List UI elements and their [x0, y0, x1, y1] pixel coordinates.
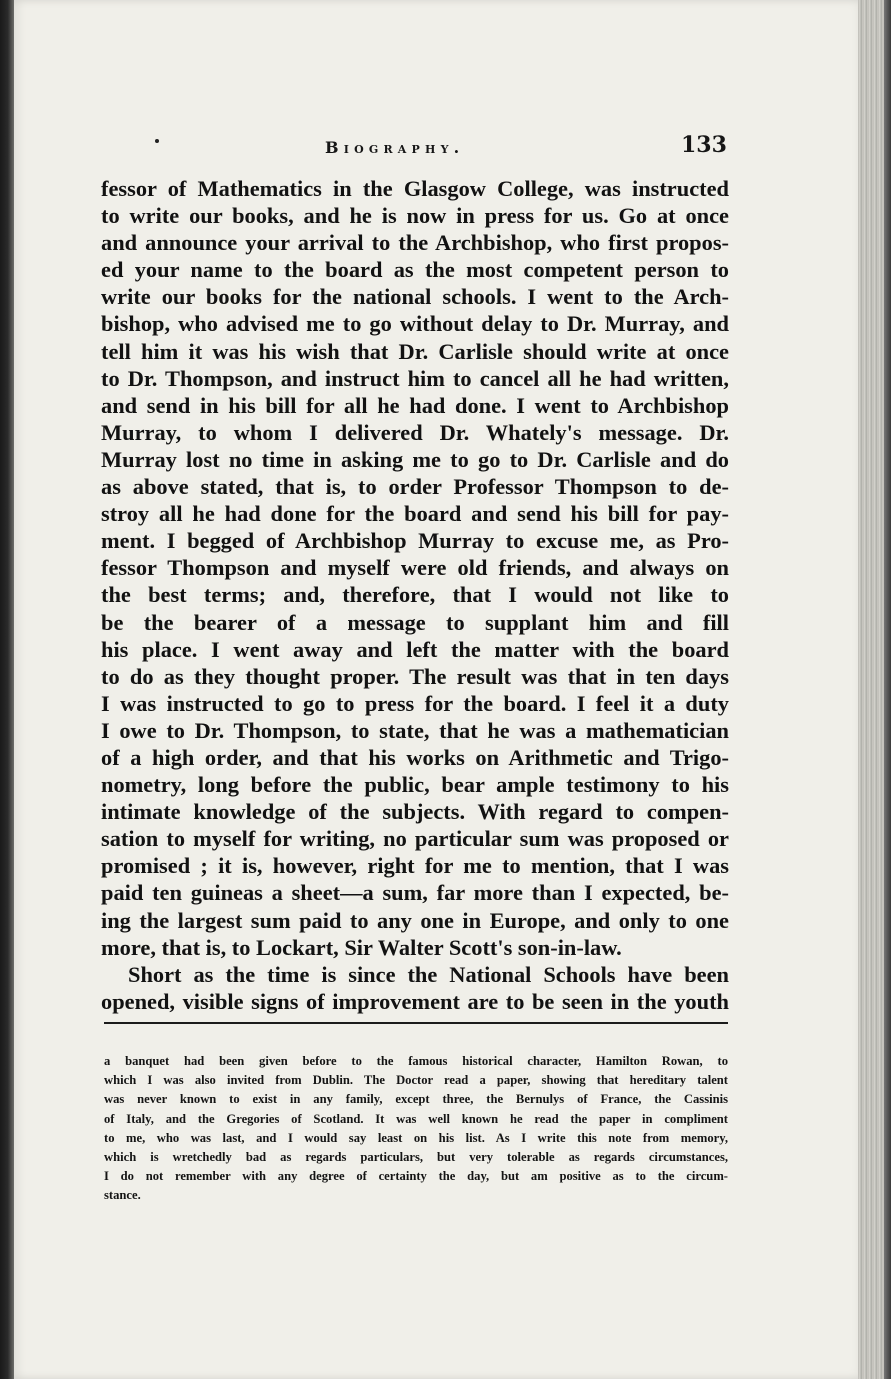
- body-text: [101, 175, 729, 1015]
- text-line: be the bearer of a message to supplant him and fill: [101, 609, 729, 635]
- running-head: Biography.: [325, 138, 465, 157]
- text-line: promised ; it is, however, right for me to mention, that I was: [101, 853, 729, 879]
- text-line: paid ten guineas a sheet—a sum, far more than I expected, be-: [101, 880, 729, 906]
- page-number: 133: [681, 132, 727, 158]
- text-line: to write our books, and he is now in press for us. Go at once: [101, 203, 729, 229]
- text-line: sation to myself for writing, no particular sum was proposed or: [101, 826, 729, 852]
- print-mark: [155, 139, 159, 143]
- text-line: and send in his bill for all he had done. I went to Archbishop: [101, 392, 729, 418]
- text-line: fessor Thompson and myself were old friends, and always on: [101, 555, 729, 581]
- text-line: write our books for the national schools. I went to the Arch-: [101, 284, 729, 310]
- text-line: ing the largest sum paid to any one in Europe, and only to one: [101, 907, 729, 933]
- text-line: and announce your arrival to the Archbishop, who first propos-: [101, 230, 729, 256]
- footnote-line: which is wretchedly bad as regards particulars, but very tolerable as regards circumstances,: [104, 1149, 728, 1164]
- footnote-line: was never known to exist in any family, except three, the Bernulys of France, the Cassinis: [104, 1092, 728, 1107]
- text-line: I was instructed to go to press for the board. I feel it a duty: [101, 690, 729, 716]
- text-line: fessor of Mathematics in the Glasgow College, was instructed: [101, 176, 729, 201]
- text-line: his place. I went away and left the matter with the board: [101, 636, 729, 662]
- text-line: stroy all he had done for the board and send his bill for pay-: [101, 501, 729, 527]
- footnote-line: stance.: [104, 1188, 141, 1203]
- text-line: Murray lost no time in asking me to go to Dr. Carlisle and do: [101, 446, 729, 472]
- text-line: intimate knowledge of the subjects. With regard to compen-: [101, 799, 729, 825]
- footnote: [104, 1052, 728, 1206]
- text-line: to do as they thought proper. The result was that in ten days: [101, 663, 729, 689]
- text-line: of a high order, and that his works on Arithmetic and Trigo-: [101, 744, 729, 770]
- book-cover-edge: [884, 0, 891, 1379]
- text-line: bishop, who advised me to go without delay to Dr. Murray, and: [101, 311, 729, 337]
- text-line: nometry, long before the public, bear ample testimony to his: [101, 772, 729, 798]
- text-line: ed your name to the board as the most competent person to: [101, 257, 729, 283]
- text-line: tell him it was his wish that Dr. Carlisle should write at once: [101, 338, 729, 364]
- text-line: as above stated, that is, to order Professor Thompson to de-: [101, 474, 729, 500]
- book-spine-shadow: [0, 0, 14, 1379]
- footnote-line: which I was also invited from Dublin. The Doctor read a paper, showing that hereditary talent: [104, 1073, 728, 1088]
- text-line: ment. I begged of Archbishop Murray to excuse me, as Pro-: [101, 528, 729, 554]
- text-line: the best terms; and, therefore, that I would not like to: [101, 582, 729, 608]
- footnote-rule: [104, 1022, 728, 1024]
- footnote-line: a banquet had been given before to the famous historical character, Hamilton Rowan, to: [104, 1054, 728, 1068]
- footnote-line: I do not remember with any degree of certainty the day, but am positive as to the circum-: [104, 1169, 728, 1184]
- footnote-line: to me, who was last, and I would say least on his list. As I write this note from memory,: [104, 1130, 728, 1145]
- text-line: Murray, to whom I delivered Dr. Whately's message. Dr.: [101, 419, 729, 445]
- text-line: more, that is, to Lockart, Sir Walter Scott's son-in-law.: [101, 934, 622, 960]
- paragraph-start-line: Short as the time is since the National Schools have been: [128, 961, 729, 987]
- text-line: opened, visible signs of improvement are to be seen in the youth: [101, 988, 729, 1014]
- text-line: I owe to Dr. Thompson, to state, that he was a mathematician: [101, 717, 729, 743]
- footnote-line: of Italy, and the Gregories of Scotland. It was well known he read the paper in compliment: [104, 1111, 728, 1126]
- text-line: to Dr. Thompson, and instruct him to cancel all he had written,: [101, 365, 729, 391]
